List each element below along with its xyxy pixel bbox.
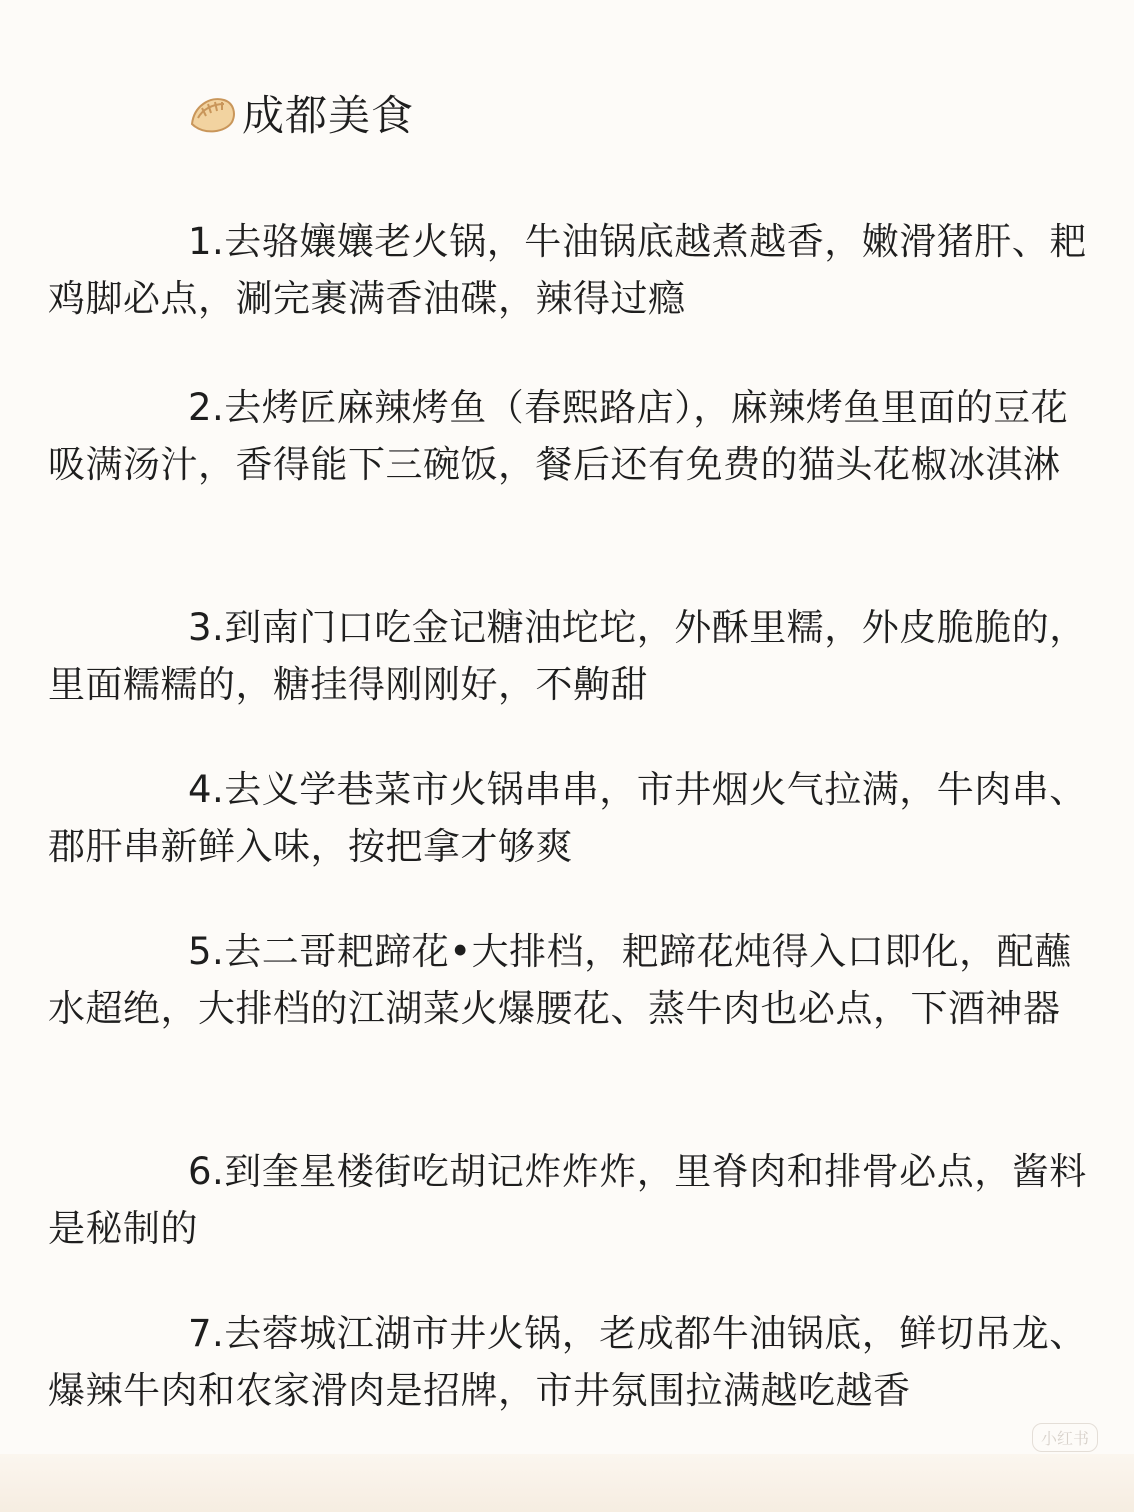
list-item-text: 7.去蓉城江湖市井火锅，老成都牛油锅底，鲜切吊龙、爆辣牛肉和农家滑肉是招牌，市井氛围拉满越吃越香 [48,1312,1087,1412]
watermark-logo: 小红书 [1032,1423,1098,1452]
list-item-text: 1.去骆孃孃老火锅，牛油锅底越煮越香，嫩滑猪肝、耙鸡脚必点，涮完裹满香油碟，辣得过瘾 [48,220,1087,320]
list-item [48,379,1088,493]
list-item [48,1143,1088,1257]
list-item-text: 6.到奎星楼街吃胡记炸炸炸，里脊肉和排骨必点，酱料是秘制的 [48,1150,1087,1250]
list-item [48,599,1088,713]
page-title: 成都美食 [242,91,415,140]
dumpling-icon [188,94,238,138]
list-item-text: 2.去烤匠麻辣烤鱼（春熙路店），麻辣烤鱼里面的豆花吸满汤汁，香得能下三碗饭，餐后还有免费的猫头花椒冰淇淋 [48,386,1069,486]
list-item-text: 5.去二哥耙蹄花•大排档，耙蹄花炖得入口即化，配蘸水超绝，大排档的江湖菜火爆腰花、蒸牛肉也必点，下酒神器 [48,930,1072,1030]
list-item [48,1305,1088,1419]
list-item-text: 3.到南门口吃金记糖油坨坨，外酥里糯，外皮脆脆的，里面糯糯的，糖挂得刚刚好，不齁甜 [48,606,1087,706]
list-item [48,213,1088,327]
title-row [188,86,414,146]
list-item-text: 4.去义学巷菜市火锅串串，市井烟火气拉满，牛肉串、郡肝串新鲜入味，按把拿才够爽 [48,768,1087,868]
list-item [48,923,1088,1037]
footer-band [0,1454,1134,1512]
list-item [48,761,1088,875]
